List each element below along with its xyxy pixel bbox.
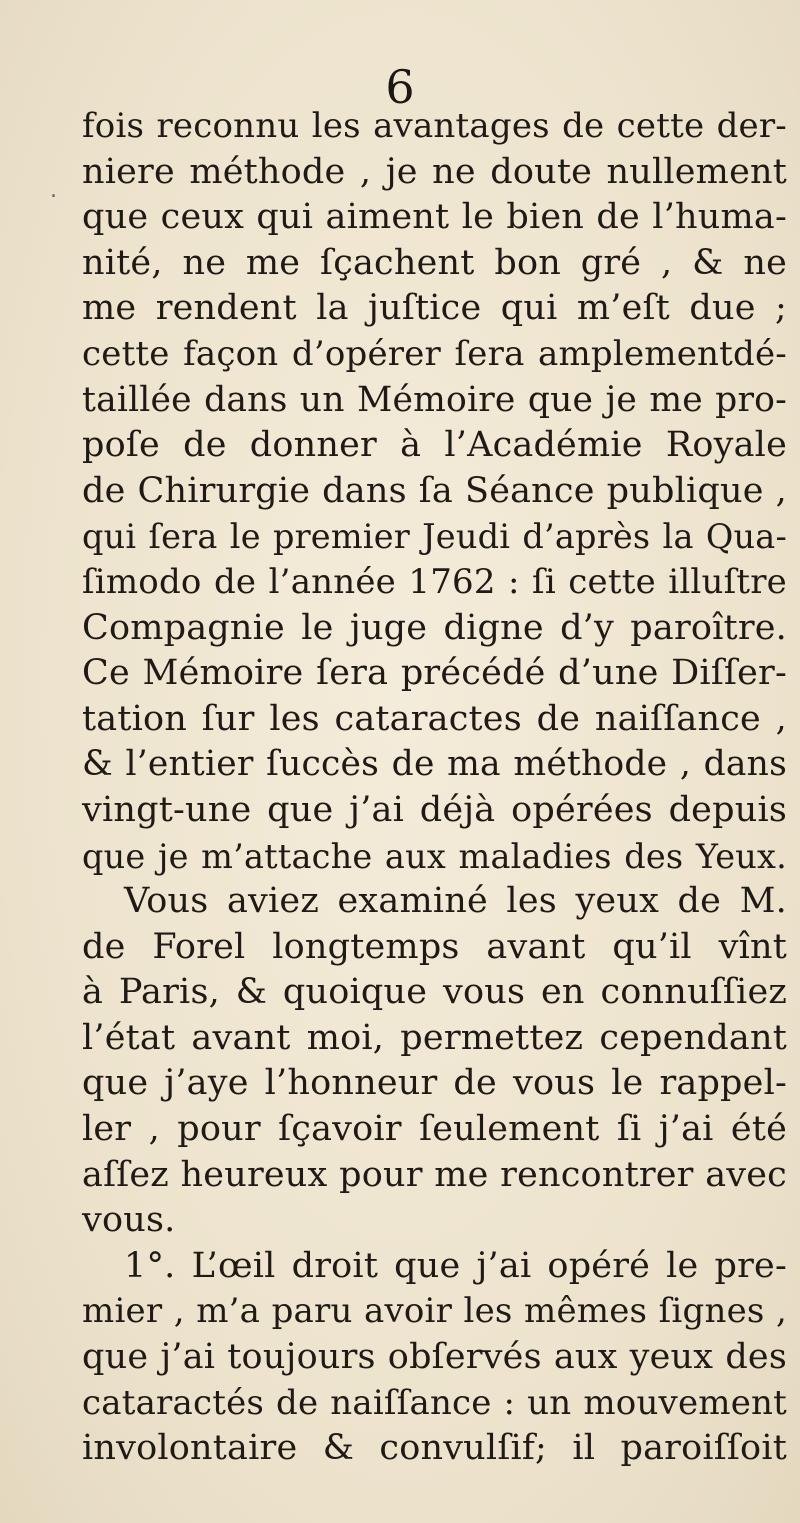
text-line: tation ſur les cataractes de naiſſance , [82,698,787,739]
text-line: vous. [82,1200,176,1241]
text-line: de Chirurgie dans ſa Séance publique , [82,470,787,511]
text-line: ler , pour ſçavoir ſeulement ſi j’ai été [82,1109,787,1150]
text-line: ſimodo de l’année 1762 : ſi cette illuſtre [82,561,787,602]
text-line: niere méthode , je ne doute nullement [82,151,787,192]
text-line: que j’ai toujours obſervés aux yeux des [82,1337,787,1378]
text-line: qui ſera le premier Jeudi d’après la Qua- [82,517,787,557]
text-line: de Forel longtemps avant qu’il vînt [82,926,787,967]
text-line: taillée dans un Mémoire que je me pro- [82,379,787,420]
text-line: fois reconnu les avantages de cette der- [82,106,787,146]
text-line: Compagnie le juge digne d’y paroître. [82,607,787,648]
text-line: cette façon d’opérer ſera amplementdé- [82,333,787,374]
body-text [82,104,787,1472]
text-line: cataractés de naiſſance : un mouvement [82,1382,787,1423]
text-line: Ce Mémoire ſera précédé d’une Diſſer- [82,653,787,694]
text-line: que j’aye l’honneur de vous le rappel- [82,1063,787,1104]
text-line: l’état avant moi, permettez cependant [82,1017,787,1058]
text-line: involontaire & convulſif; il paroiſſoit [82,1428,787,1469]
text-line: aſſez heureux pour me rencontrer avec [82,1154,787,1195]
text-line: à Paris, & quoique vous en connuſſiez [82,972,787,1013]
page-number: 6 [385,60,415,114]
text-line: mier , m’a paru avoir les mêmes ſignes , [82,1291,787,1332]
text-line: que ceux qui aiment le bien de l’huma- [82,197,787,238]
text-line: poſe de donner à l’Académie Royale [82,425,787,466]
text-line: me rendent la juſtice qui m’eſt due ; [82,288,787,329]
text-line: vingt-une que j’ai déjà opérées depuis [82,789,787,830]
text-line: 1°. L’œil droit que j’ai opéré le pre- [124,1245,787,1286]
text-line: nité, ne me ſçachent bon gré , & ne [82,242,787,283]
text-line: & l’entier ſuccès de ma méthode , dans [82,744,787,785]
text-line: Vous aviez examiné les yeux de M. [124,881,787,922]
margin-mark: . [50,178,57,203]
text-line: que je m’attache aux maladies des Yeux. [82,836,787,876]
